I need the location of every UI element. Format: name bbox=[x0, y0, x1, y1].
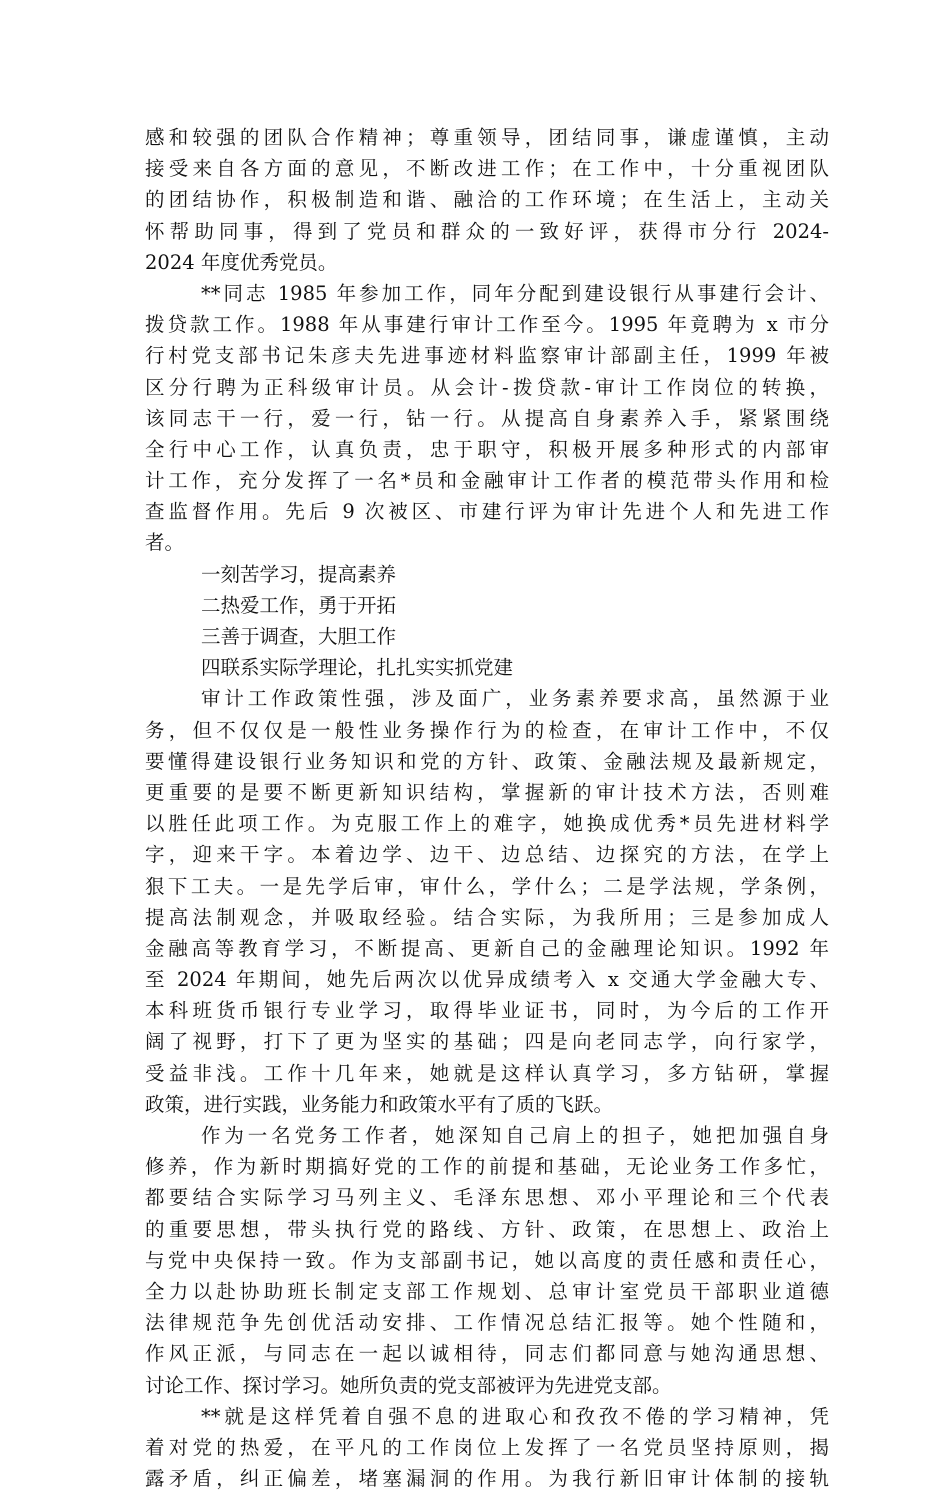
text-line: 作风正派，与同志在一起以诚相待，同志们都同意与她沟通思想、 bbox=[145, 1342, 829, 1366]
text-line: 要懂得建设银行业务知识和党的方针、政策、金融法规及最新规定， bbox=[145, 749, 829, 773]
text-line: 接受来自各方面的意见，不断改进工作；在工作中，十分重视团队 bbox=[145, 157, 829, 181]
text-line: 二热爱工作，勇于开拓 bbox=[201, 593, 397, 617]
document-body bbox=[145, 122, 829, 1494]
text-line: 三善于调查，大胆工作 bbox=[201, 625, 397, 648]
text-line: 狠下工夫。一是先学后审，审什么，学什么；二是学法规，学条例， bbox=[145, 874, 829, 898]
text-line: 以胜任此项工作。为克服工作上的难字，她换成优秀*员先进材料学 bbox=[145, 812, 829, 836]
text-line: 阔了视野，打下了更为坚实的基础；四是向老同志学，向行家学， bbox=[145, 1030, 829, 1054]
text-line: 四联系实际学理论，扎扎实实抓党建 bbox=[201, 656, 514, 680]
text-line: 与党中央保持一致。作为支部副书记，她以高度的责任感和责任心， bbox=[145, 1248, 829, 1272]
text-line: 修养，作为新时期搞好党的工作的前提和基础，无论业务工作多忙， bbox=[145, 1155, 829, 1179]
text-line: 金融高等教育学习，不断提高、更新自己的金融理论知识。1992 年 bbox=[145, 936, 829, 960]
text-line: 全力以赴协助班长制定支部工作规划、总审计室党员干部职业道德 bbox=[145, 1279, 829, 1303]
text-line: **同志 1985 年参加工作，同年分配到建设银行从事建行会计、 bbox=[201, 281, 829, 305]
text-line: 感和较强的团队合作精神；尊重领导，团结同事，谦虚谨慎，主动 bbox=[145, 126, 829, 149]
text-line: 行村党支部书记朱彦夫先进事迹材料监察审计部副主任，1999 年被 bbox=[145, 344, 829, 368]
text-line: 计工作，充分发挥了一名*员和金融审计工作者的模范带头作用和检 bbox=[145, 469, 829, 493]
text-line: 一刻苦学习，提高素养 bbox=[201, 562, 397, 586]
text-line: 作为一名党务工作者，她深知自己肩上的担子，她把加强自身 bbox=[201, 1124, 829, 1147]
text-line: 着对党的热爱，在平凡的工作岗位上发挥了一名党员坚持原则，揭 bbox=[145, 1435, 829, 1459]
text-line: 本科班货币银行专业学习，取得毕业证书，同时，为今后的工作开 bbox=[145, 999, 829, 1023]
text-line: 全行中心工作，认真负责，忠于职守，积极开展多种形式的内部审 bbox=[145, 437, 829, 461]
text-line: 的重要思想，带头执行党的路线、方针、政策，在思想上、政治上 bbox=[145, 1217, 829, 1241]
text-line: 的团结协作，积极制造和谐、融洽的工作环境；在生活上，主动关 bbox=[145, 188, 829, 212]
text-line: 该同志干一行，爱一行，钻一行。从提高自身素养入手，紧紧围绕 bbox=[145, 406, 829, 430]
text-line: 讨论工作、探讨学习。她所负责的党支部被评为先进党支部。 bbox=[145, 1373, 672, 1397]
text-line: 受益非浅。工作十几年来，她就是这样认真学习，多方钻研，掌握 bbox=[145, 1061, 829, 1085]
text-line: 区分行聘为正科级审计员。从会计-拨贷款-审计工作岗位的转换， bbox=[145, 375, 829, 399]
text-line: 都要结合实际学习马列主义、毛泽东思想、邓小平理论和三个代表 bbox=[145, 1186, 829, 1210]
text-line: 字，迎来干字。本着边学、边干、边总结、边探究的方法，在学上 bbox=[145, 843, 829, 867]
text-line: 2024 年度优秀党员。 bbox=[145, 250, 338, 274]
text-line: 法律规范争先创优活动安排、工作情况总结汇报等。她个性随和， bbox=[145, 1311, 829, 1335]
text-line: 提高法制观念，并吸取经验。结合实际，为我所用；三是参加成人 bbox=[145, 905, 829, 929]
text-line: 政策，进行实践，业务能力和政策水平有了质的飞跃。 bbox=[145, 1092, 614, 1116]
text-line: 拨贷款工作。1988 年从事建行审计工作至今。1995 年竟聘为 x 市分 bbox=[145, 313, 829, 337]
text-line: 者。 bbox=[145, 531, 185, 555]
text-line: 查监督作用。先后 9 次被区、市建行评为审计先进个人和先进工作 bbox=[145, 500, 829, 524]
text-line: 务，但不仅仅是一般性业务操作行为的检查，在审计工作中，不仅 bbox=[145, 718, 829, 742]
text-line: 露矛盾，纠正偏差，堵塞漏洞的作用。为我行新旧审计体制的接轨 bbox=[145, 1467, 829, 1491]
text-line: 怀帮助同事，得到了党员和群众的一致好评，获得市分行 2024- bbox=[145, 219, 829, 243]
text-line: 至 2024 年期间，她先后两次以优异成绩考入 x 交通大学金融大专、 bbox=[145, 968, 829, 992]
text-line: 审计工作政策性强，涉及面广，业务素养要求高，虽然源于业 bbox=[201, 687, 829, 711]
text-line: 更重要的是要不断更新知识结构，掌握新的审计技术方法，否则难 bbox=[145, 780, 829, 804]
text-line: **就是这样凭着自强不息的进取心和孜孜不倦的学习精神，凭 bbox=[201, 1404, 829, 1428]
